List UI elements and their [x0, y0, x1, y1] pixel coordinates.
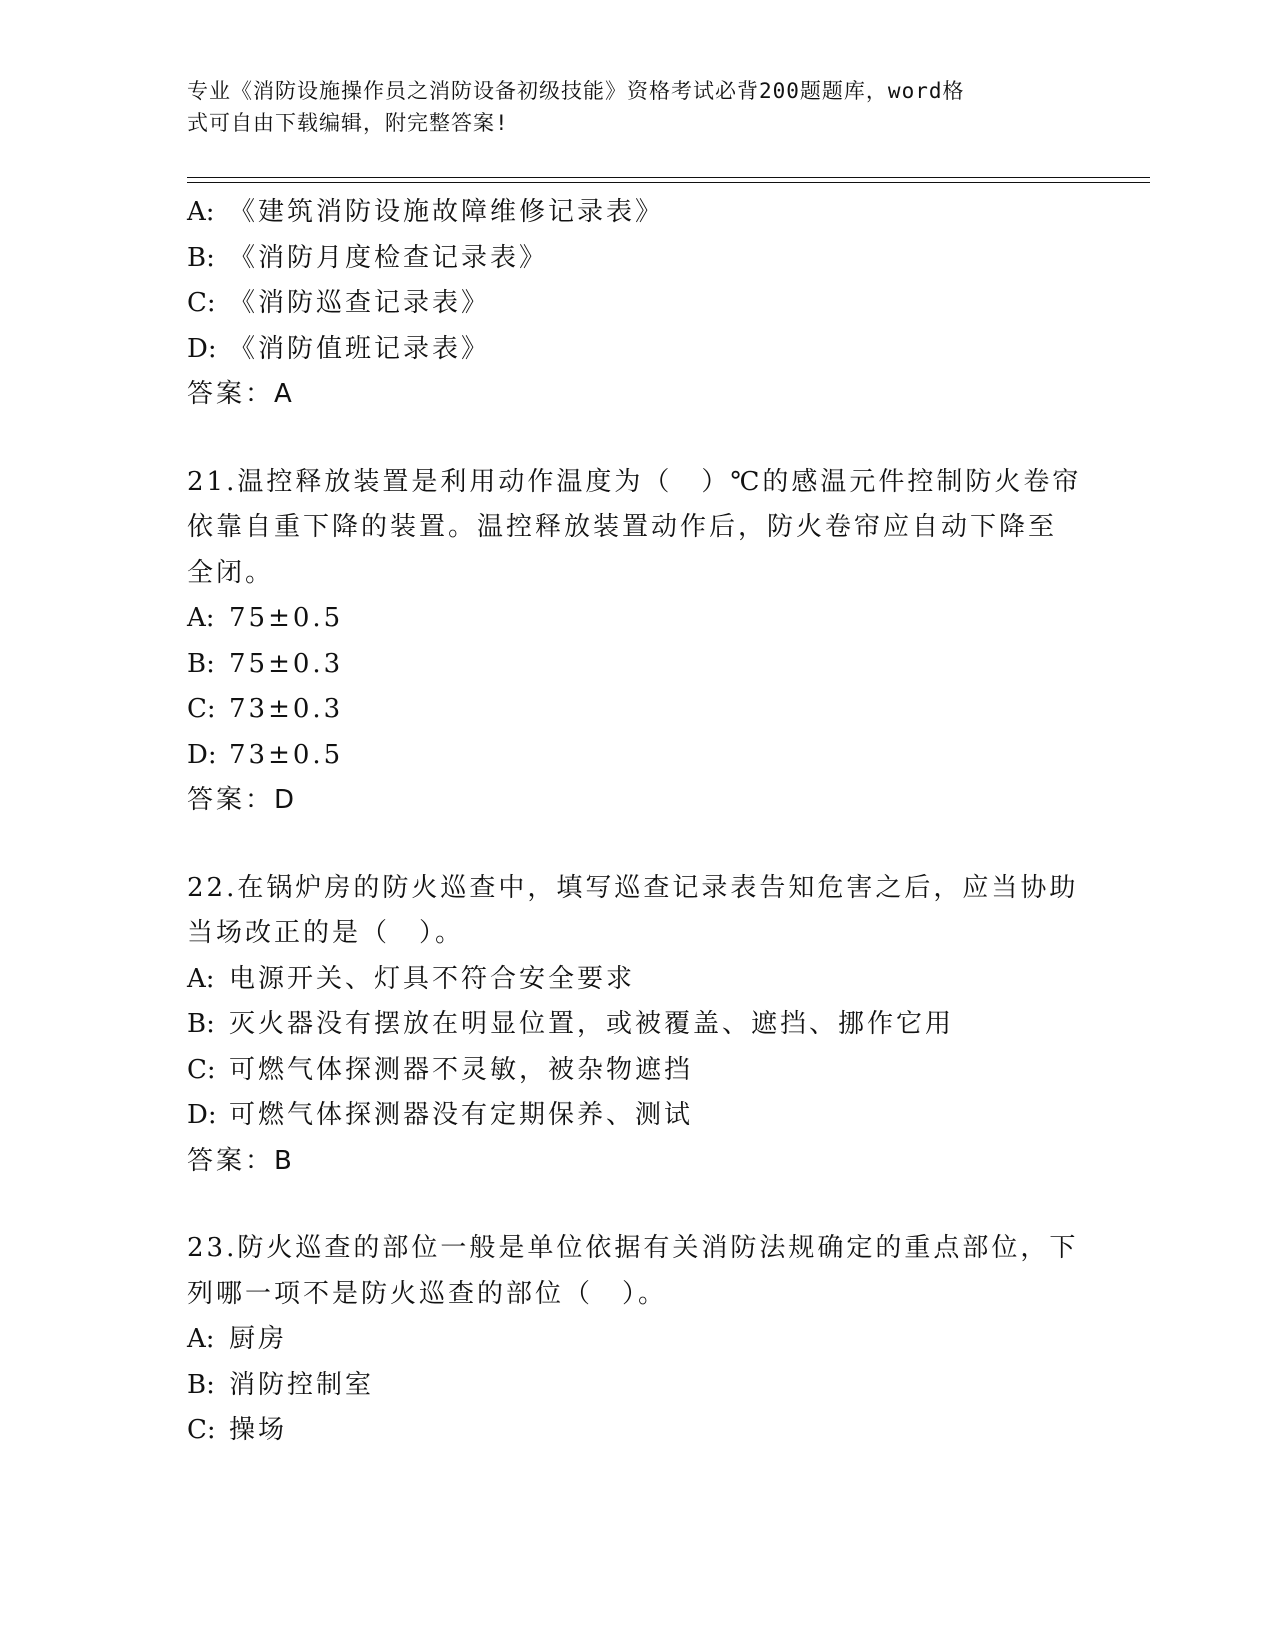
- option-key: B:: [187, 1009, 215, 1039]
- header-line-1: 专业《消防设施操作员之消防设备初级技能》资格考试必背200题题库，word格: [187, 79, 965, 103]
- question-stem-line: 列哪一项不是防火巡查的部位（ ）。: [187, 1278, 668, 1309]
- spacer: [187, 418, 1087, 460]
- answer-line: 答案：A: [187, 379, 295, 409]
- option-key: A:: [187, 1324, 215, 1354]
- option-key: A:: [187, 603, 215, 633]
- option-d: [187, 327, 1087, 373]
- option-a: [187, 190, 1087, 236]
- question-stem-line: 23.防火巡查的部位一般是单位依据有关消防法规确定的重点部位，下: [187, 1233, 1079, 1263]
- option-text: 消防控制室: [229, 1369, 375, 1400]
- option-key: C:: [187, 694, 216, 724]
- answer-line: 答案：B: [187, 1145, 295, 1176]
- header-divider-top: [187, 177, 1150, 178]
- option-text: 73±0.3: [229, 694, 344, 724]
- option-text: 《建筑消防设施故障维修记录表》: [229, 197, 665, 227]
- question-stem-line: 全闭。: [187, 557, 275, 588]
- header-divider-bottom: [187, 182, 1150, 183]
- option-key: B:: [187, 242, 215, 273]
- option-key: C:: [187, 1054, 216, 1085]
- option-text: 75±0.3: [229, 648, 344, 679]
- option-key: B:: [187, 1369, 215, 1400]
- option-d: [187, 1093, 1087, 1139]
- option-key: C:: [187, 288, 216, 318]
- option-key: D:: [187, 1100, 217, 1130]
- question-23-block: [187, 1226, 1087, 1454]
- option-text: 《消防值班记录表》: [229, 333, 491, 364]
- option-key: A:: [187, 197, 215, 227]
- option-text: 电源开关、灯具不符合安全要求: [229, 963, 636, 994]
- option-b: [187, 1002, 1087, 1048]
- answer-line: 答案：D: [187, 785, 298, 815]
- option-text: 可燃气体探测器没有定期保养、测试: [229, 1100, 694, 1130]
- option-key: D:: [187, 333, 217, 364]
- spacer: [187, 824, 1087, 866]
- spacer: [187, 1184, 1087, 1226]
- document-header: [187, 75, 1067, 139]
- option-text: 73±0.5: [229, 739, 344, 770]
- option-b: [187, 1363, 1087, 1409]
- question-stem-line: 21.温控释放装置是利用动作温度为（ ）℃的感温元件控制防火卷帘: [187, 466, 1082, 497]
- question-22-block: [187, 866, 1087, 1185]
- option-c: [187, 1408, 1087, 1454]
- option-c: [187, 281, 1087, 327]
- option-b: [187, 642, 1087, 688]
- option-key: C:: [187, 1415, 216, 1445]
- question-21-block: [187, 460, 1087, 824]
- question-content: [187, 190, 1087, 1454]
- option-text: 厨房: [229, 1324, 288, 1354]
- header-line-2: 式可自由下载编辑，附完整答案!: [187, 111, 509, 135]
- option-text: 灭火器没有摆放在明显位置，或被覆盖、遮挡、挪作它用: [229, 1009, 955, 1039]
- option-key: B:: [187, 648, 215, 679]
- option-a: [187, 596, 1087, 642]
- option-c: [187, 1048, 1087, 1094]
- option-key: A:: [187, 963, 215, 994]
- option-text: 《消防月度检查记录表》: [229, 242, 549, 273]
- question-stem-line: 22.在锅炉房的防火巡查中，填写巡查记录表告知危害之后，应当协助: [187, 872, 1079, 903]
- option-text: 可燃气体探测器不灵敏，被杂物遮挡: [229, 1054, 694, 1085]
- option-c: [187, 687, 1087, 733]
- question-stem-line: 当场改正的是（ ）。: [187, 918, 465, 948]
- option-key: D:: [187, 739, 217, 770]
- question-20-block: [187, 190, 1087, 418]
- option-b: [187, 236, 1087, 282]
- option-a: [187, 1317, 1087, 1363]
- option-text: 75±0.5: [229, 603, 344, 633]
- option-a: [187, 957, 1087, 1003]
- question-stem-line: 依靠自重下降的装置。温控释放装置动作后，防火卷帘应自动下降至: [187, 512, 1058, 542]
- option-text: 操场: [229, 1415, 288, 1445]
- option-d: [187, 733, 1087, 779]
- option-text: 《消防巡查记录表》: [229, 288, 491, 318]
